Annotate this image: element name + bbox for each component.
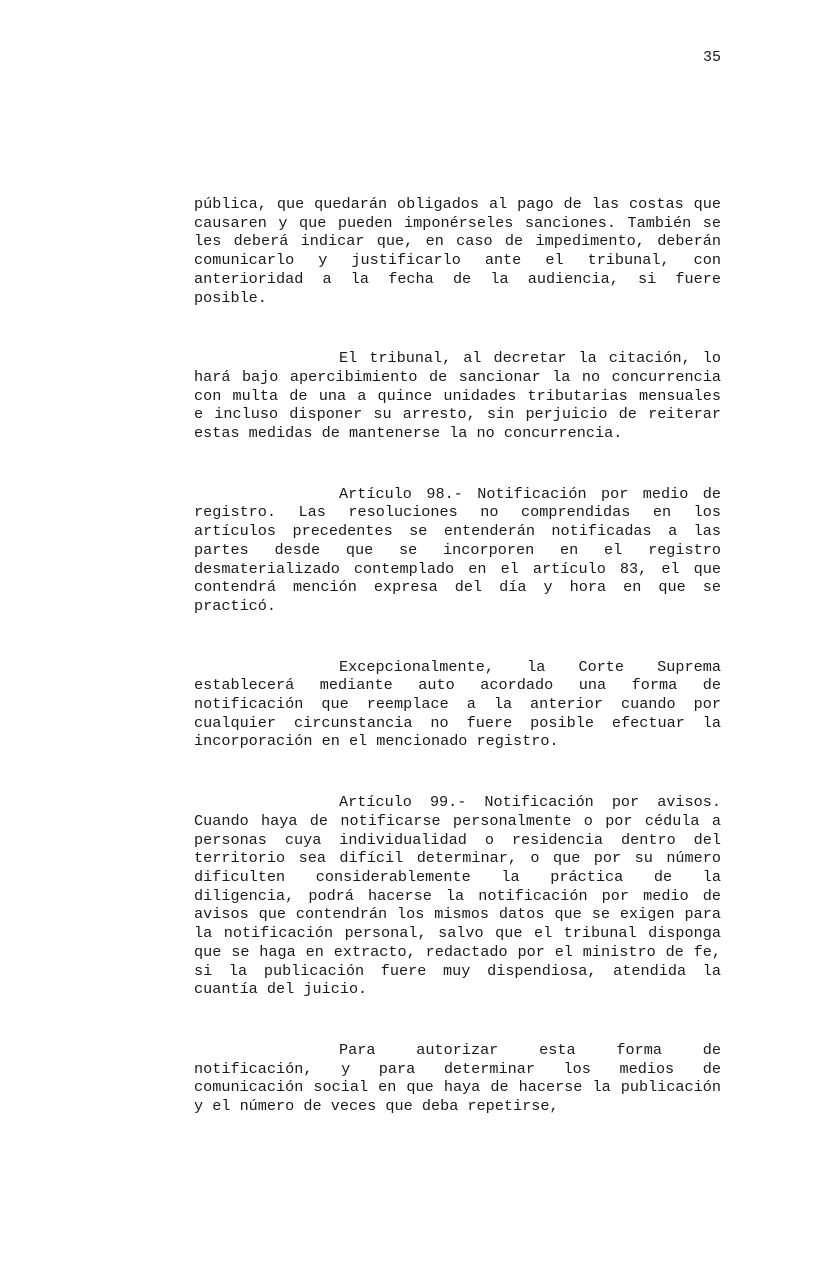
page-number: 35 bbox=[702, 49, 721, 66]
paragraph-exceptional-notification: Excepcionalmente, la Corte Suprema establecerá mediante auto acordado una forma de notificación que reemplace a la anterior cuando por cualquier circunstancia no fuere posible efectuar la incorporación en el mencionado registro. bbox=[194, 657, 721, 751]
paragraph-article-98: Artículo 98.- Notificación por medio de registro. Las resoluciones no comprendidas en los artículos precedentes se entenderán notificadas a las partes desde que se incorporen en el registro desmaterializado contemplado en el artículo 83, el que contendrá mención expresa del día y hora en que se practicó. bbox=[194, 484, 721, 615]
paragraph-authorization: Para autorizar esta forma de notificación, y para determinar los medios de comunicación social en que haya de hacerse la publicación y el número de veces que deba repetirse, bbox=[194, 1040, 721, 1116]
paragraph-citation-warning: El tribunal, al decretar la citación, lo hará bajo apercibimiento de sancionar la no concurrencia con multa de una a quince unidades tributarias mensuales e incluso disponer su arresto, sin perjuicio de reiterar estas medidas de mantenerse la no concurrencia. bbox=[194, 349, 721, 443]
paragraph-article-99: Artículo 99.- Notificación por avisos. Cuando haya de notificarse personalmente o por cédula a personas cuya individualidad o residencia dentro del territorio sea difícil determinar, o que por su número dificulten considerablemente la práctica de la diligencia, podrá hacerse la notificación por medio de avisos que contendrán los mismos datos que se exigen para la notificación personal, salvo que el tribunal disponga que se haga en extracto, redactado por el ministro de fe, si la publicación fuere muy dispendiosa, atendida la cuantía del juicio. bbox=[194, 793, 721, 999]
paragraph-continuation: pública, que quedarán obligados al pago de las costas que causaren y que pueden imponérseles sanciones. También se les deberá indicar que, en caso de impedimento, deberán comunicarlo y justificarlo ante el tribunal, con anterioridad a la fecha de la audiencia, si fuere posible. bbox=[194, 195, 721, 307]
document-body bbox=[194, 195, 721, 1116]
